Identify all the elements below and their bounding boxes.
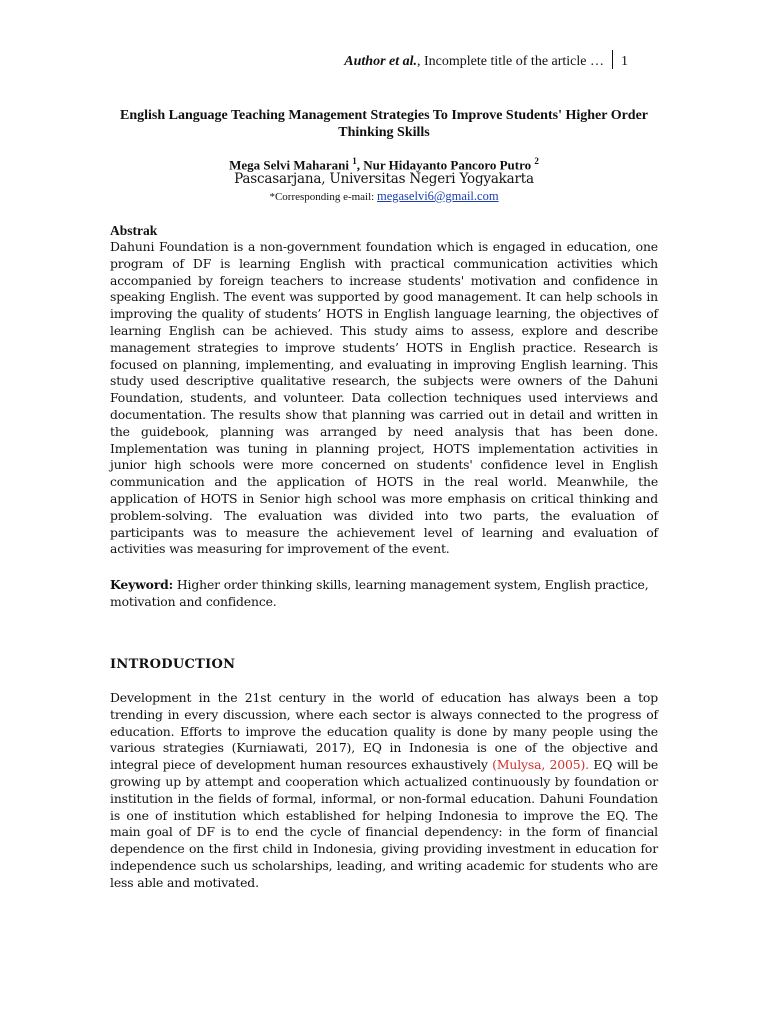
header-title: , Incomplete title of the article … [417, 54, 604, 69]
introduction-heading: INTRODUCTION [110, 657, 236, 672]
affiliation: Pascasarjana, Universitas Negeri Yogyakarta [234, 171, 534, 187]
header-separator [612, 50, 613, 69]
keyword-list: Higher order thinking skills, learning management system, English practice, motivation and confidence. [110, 577, 649, 609]
author-affiliation-mark: 2 [534, 156, 539, 166]
article-title: English Language Teaching Management Strategies To Improve Students' Higher Order Thinking Skills [119, 108, 649, 140]
author-affiliation-mark: 1 [352, 156, 357, 166]
abstract-heading: Abstrak [110, 223, 158, 238]
citation: (Mulysa, 2005). [492, 757, 589, 773]
keywords-paragraph [110, 577, 658, 611]
header-author: Author et al. [344, 54, 418, 69]
introduction-text [110, 690, 658, 892]
running-header [344, 50, 628, 70]
abstract-text: Dahuni Foundation is a non-government foundation which is engaged in education, one program of DF is learning English with practical communication activities which accompanied by foreign teachers to increase students' motivation and confidence in speaking English. The event was supported by good management. It can help schools in improving the quality of students’ HOTS in English language learning, the objectives of learning English can be achieved. This study aims to assess, explore and describe management strategies to improve students’ HOTS in English practice. Research is focused on planning, implementing, and evaluating in improving English learning. This study used descriptive qualitative research, the subjects were owners of the Dahuni Foundation, students, and volunteer. Data collection techniques used interviews and documentation. The results show that planning was carried out in detail and written in the guidebook, planning was arranged by need analysis that has been done. Implementation was tuning in planning project, HOTS implementation activities in junior high schools were more concerned on students' confidence level in English communication and the application of HOTS in the real world. Meanwhile, the application of HOTS in Senior high school was more emphasis on critical thinking and problem-solving. The evaluation was divided into two parts, the evaluation of participants was to measure the achievement level of learning and evaluation of activities was measuring for improvement of the event. [110, 239, 658, 557]
email-link[interactable]: megaselvi6@gmail.com [376, 189, 499, 203]
page-number: 1 [621, 54, 628, 69]
corresponding-label: *Corresponding e-mail: [269, 191, 377, 203]
author-name: Mega Selvi Maharani [229, 157, 353, 173]
intro-text-part: EQ will be growing up by attempt and cooperation which actualized continuously by foundation or institution in the fields of formal, informal, or non-formal education. Dahuni Foundation is one of institution which established for helping Indonesia to improve the EQ. The main goal of DF is to end the cycle of financial dependency: in the form of financial dependence on the first child in Indonesia, giving providing investment in education for independence such us scholarships, leading, and writing academic for students who are less able and motivated. [110, 757, 658, 890]
keyword-label: Keyword: [110, 577, 174, 592]
author-separator: , [356, 157, 364, 173]
author-name: Nur Hidayanto Pancoro Putro [363, 157, 535, 173]
intro-text-part: Development in the 21st century in the world of education has always been a top trending in every discussion, where each sector is always connected to the progress of education. Efforts to improve the education quality is done by many people using the various strategies (Kurniawati, 2017), EQ in Indonesia is one of the objective and integral piece of development human resources exhaustively [110, 690, 658, 773]
corresponding-email-line [100, 189, 668, 204]
